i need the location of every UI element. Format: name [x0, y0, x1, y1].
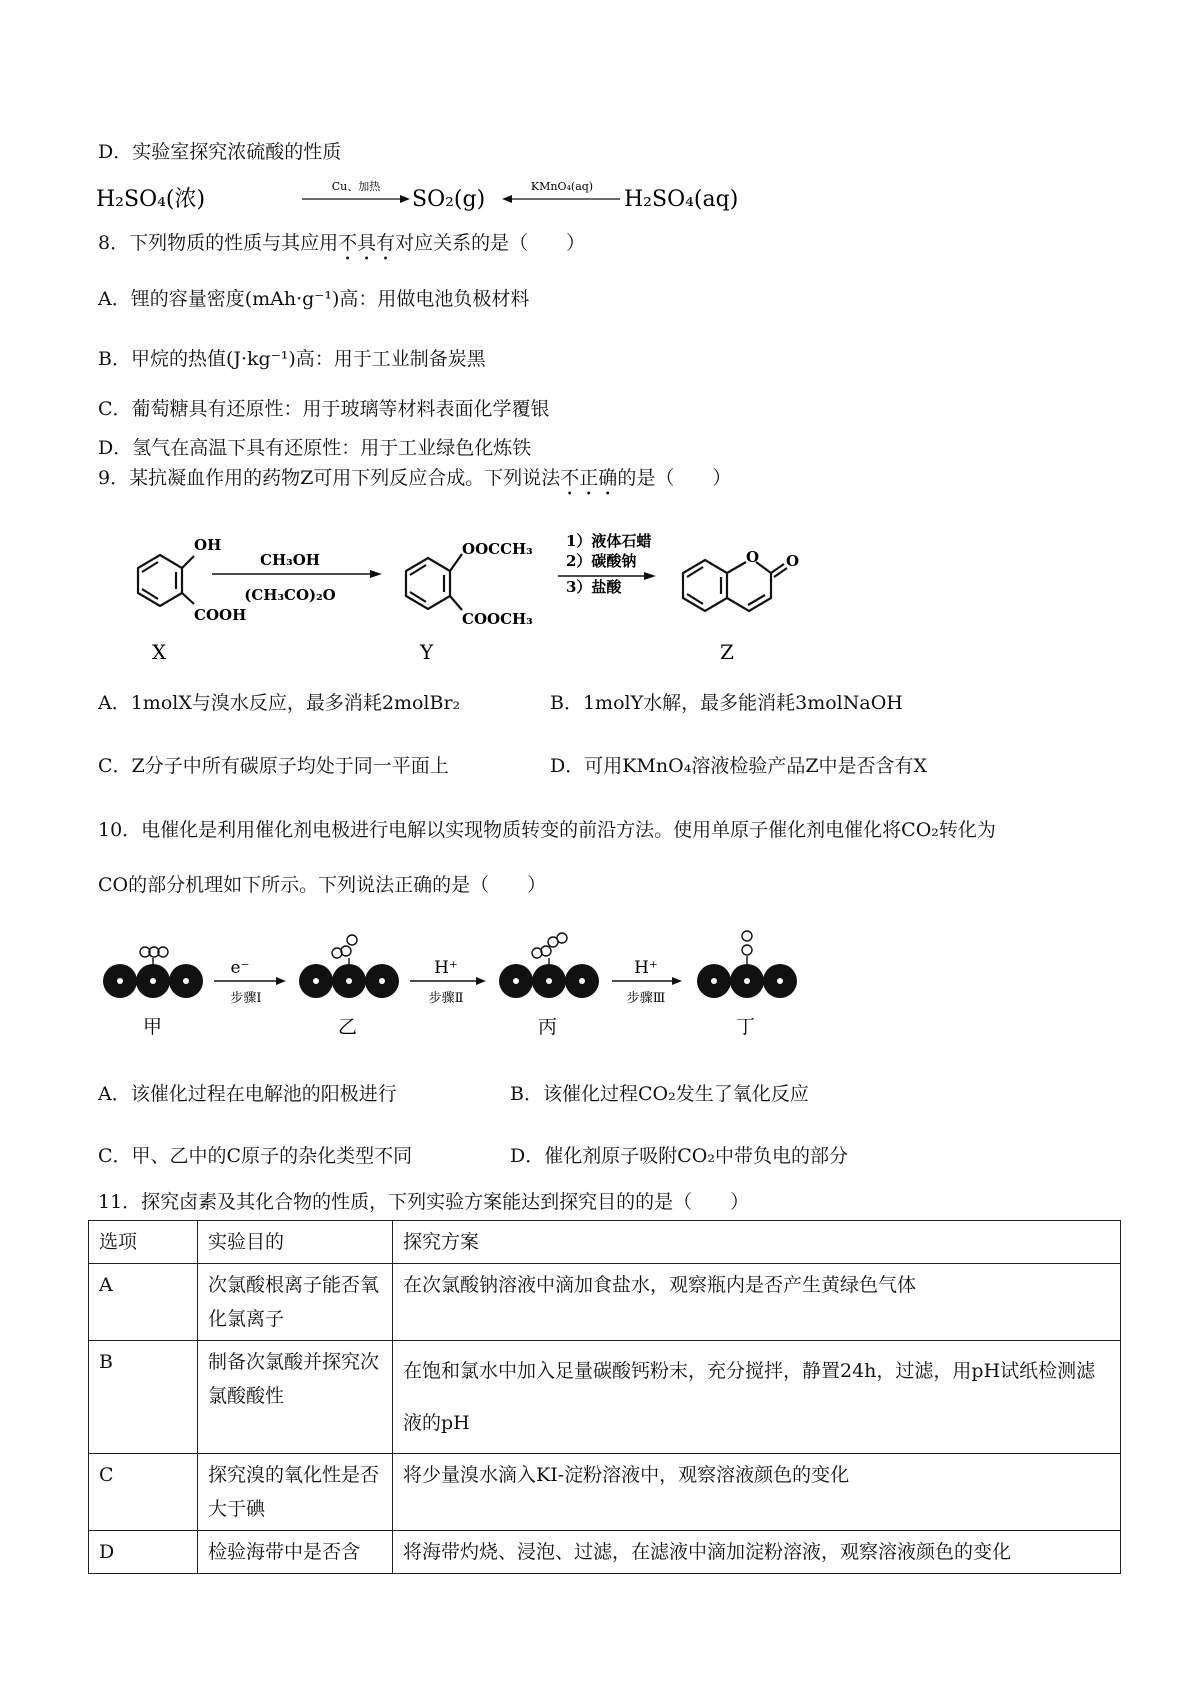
x-cooh: COOH: [194, 606, 247, 624]
q9-emphasis: 不正确: [560, 467, 618, 489]
step3-top: H⁺: [634, 958, 658, 978]
table-row: [89, 1531, 1121, 1574]
row-option: D: [89, 1531, 198, 1574]
state-jia: [103, 947, 203, 1038]
q11-stem: 11．探究卤素及其化合物的性质，下列实验方案能达到探究目的的是（ ）: [98, 1191, 750, 1213]
label-ding: 丁: [736, 1016, 756, 1038]
y-bottom: COOCH₃: [462, 610, 533, 628]
q9-synthesis-scheme: [100, 520, 900, 670]
q10-option-b: B．该催化过程CO₂发生了氧化反应: [510, 1083, 809, 1105]
q7-arrow2-label: KMnO₄(aq): [530, 180, 594, 193]
state-yi: [299, 935, 399, 1038]
q11-table: [88, 1220, 1121, 1574]
q8-option-d: D．氢气在高温下具有还原性：用于工业绿色化炼铁: [98, 437, 532, 459]
q9-option-c: C．Z分子中所有碳原子均处于同一平面上: [98, 755, 449, 777]
row-plan: 在饱和氯水中加入足量碳酸钙粉末，充分搅拌，静置24h，过滤，用pH试纸检测滤液的pH: [393, 1341, 1121, 1454]
label-jia: 甲: [143, 1016, 163, 1038]
z-label: Z: [720, 640, 734, 664]
q8-option-b: B．甲烷的热值(J·kg⁻¹)高：用于工业制备炭黑: [98, 348, 486, 370]
q10-stem-line2: CO的部分机理如下所示。下列说法正确的是（ ）: [98, 874, 547, 896]
q7-reactant2: H₂SO₄(aq): [624, 187, 739, 212]
q10-option-d: D．催化剂原子吸附CO₂中带负电的部分: [510, 1145, 848, 1167]
row-plan: 在次氯酸钠溶液中滴加食盐水，观察瓶内是否产生黄绿色气体: [393, 1264, 1121, 1341]
step3-bottom: 步骤Ⅲ: [626, 991, 666, 1006]
label-bing: 丙: [538, 1016, 558, 1038]
q10-option-c: C．甲、乙中的C原子的杂化类型不同: [98, 1145, 413, 1167]
header-plan: 探究方案: [393, 1221, 1121, 1264]
row-goal: 次氯酸根离子能否氧化氯离子: [198, 1264, 393, 1341]
q9-option-b: B．1molY水解，最多能消耗3molNaOH: [550, 692, 903, 714]
state-ding: [697, 931, 797, 1038]
q10-option-a: A．该催化过程在电解池的阳极进行: [98, 1083, 397, 1105]
q9-option-d: D．可用KMnO₄溶液检验产品Z中是否含有X: [550, 755, 928, 777]
row-plan: 将海带灼烧、浸泡、过滤，在滤液中滴加淀粉溶液，观察溶液颜色的变化: [393, 1531, 1121, 1574]
row-goal: 检验海带中是否含: [198, 1531, 393, 1574]
row-option: A: [89, 1264, 198, 1341]
row-plan: 将少量溴水滴入KI-淀粉溶液中，观察溶液颜色的变化: [393, 1454, 1121, 1531]
q9-option-a: A．1molX与溴水反应，最多消耗2molBr₂: [98, 692, 461, 714]
x-oh: OH: [194, 536, 222, 554]
q7-reaction-scheme: [90, 176, 739, 218]
reagent1-top: CH₃OH: [260, 551, 320, 569]
step1-top: e⁻: [230, 958, 250, 978]
q7-arrow1-label: Cu、加热: [331, 180, 381, 193]
step2: 2）碳酸钠: [566, 552, 637, 570]
z-structure: [683, 560, 787, 611]
q10-mechanism: [100, 915, 860, 1040]
step2-bottom: 步骤Ⅱ: [428, 991, 464, 1006]
table-row: [89, 1264, 1121, 1341]
table-row: [89, 1341, 1121, 1454]
row-option: B: [89, 1341, 198, 1454]
table-header-row: [89, 1221, 1121, 1264]
table-row: [89, 1454, 1121, 1531]
row-goal: 探究溴的氧化性是否大于碘: [198, 1454, 393, 1531]
x-structure: [138, 555, 194, 606]
row-goal: 制备次氯酸并探究次氯酸酸性: [198, 1341, 393, 1454]
step2-top: H⁺: [434, 958, 458, 978]
q7-reactant: H₂SO₄(浓): [96, 187, 206, 212]
z-o-carbonyl: O: [786, 552, 800, 570]
q8-option-a: A．锂的容量密度(mAh·g⁻¹)高：用做电池负极材料: [98, 288, 530, 310]
step1-bottom: 步骤Ⅰ: [230, 991, 262, 1006]
z-o-ring: O: [746, 548, 760, 566]
reagent1-bottom: (CH₃CO)₂O: [244, 586, 336, 604]
state-bing: [499, 933, 599, 1038]
q8-stem: 8．下列物质的性质与其应用不具有对应关系的是（ ）: [98, 232, 586, 254]
row-option: C: [89, 1454, 198, 1531]
x-label: X: [152, 640, 167, 664]
label-yi: 乙: [338, 1016, 358, 1038]
y-label: Y: [420, 640, 434, 664]
q8-emphasis: 不具有: [338, 232, 396, 254]
q8-option-c: C．葡萄糖具有还原性：用于玻璃等材料表面化学覆银: [98, 398, 550, 420]
header-option: 选项: [89, 1221, 198, 1264]
q10-stem-line1: 10．电催化是利用催化剂电极进行电解以实现物质转变的前沿方法。使用单原子催化剂电催化将CO₂转化为: [98, 819, 996, 841]
q7-product: SO₂(g): [412, 187, 486, 212]
step1: 1）液体石蜡: [566, 532, 652, 550]
q7-option-d: D．实验室探究浓硫酸的性质: [98, 141, 342, 163]
y-structure: [406, 554, 462, 610]
step3: 3）盐酸: [566, 578, 622, 596]
y-top: OOCCH₃: [462, 540, 533, 558]
q9-stem: 9．某抗凝血作用的药物Z可用下列反应合成。下列说法不正确的是（ ）: [98, 467, 732, 489]
header-goal: 实验目的: [198, 1221, 393, 1264]
